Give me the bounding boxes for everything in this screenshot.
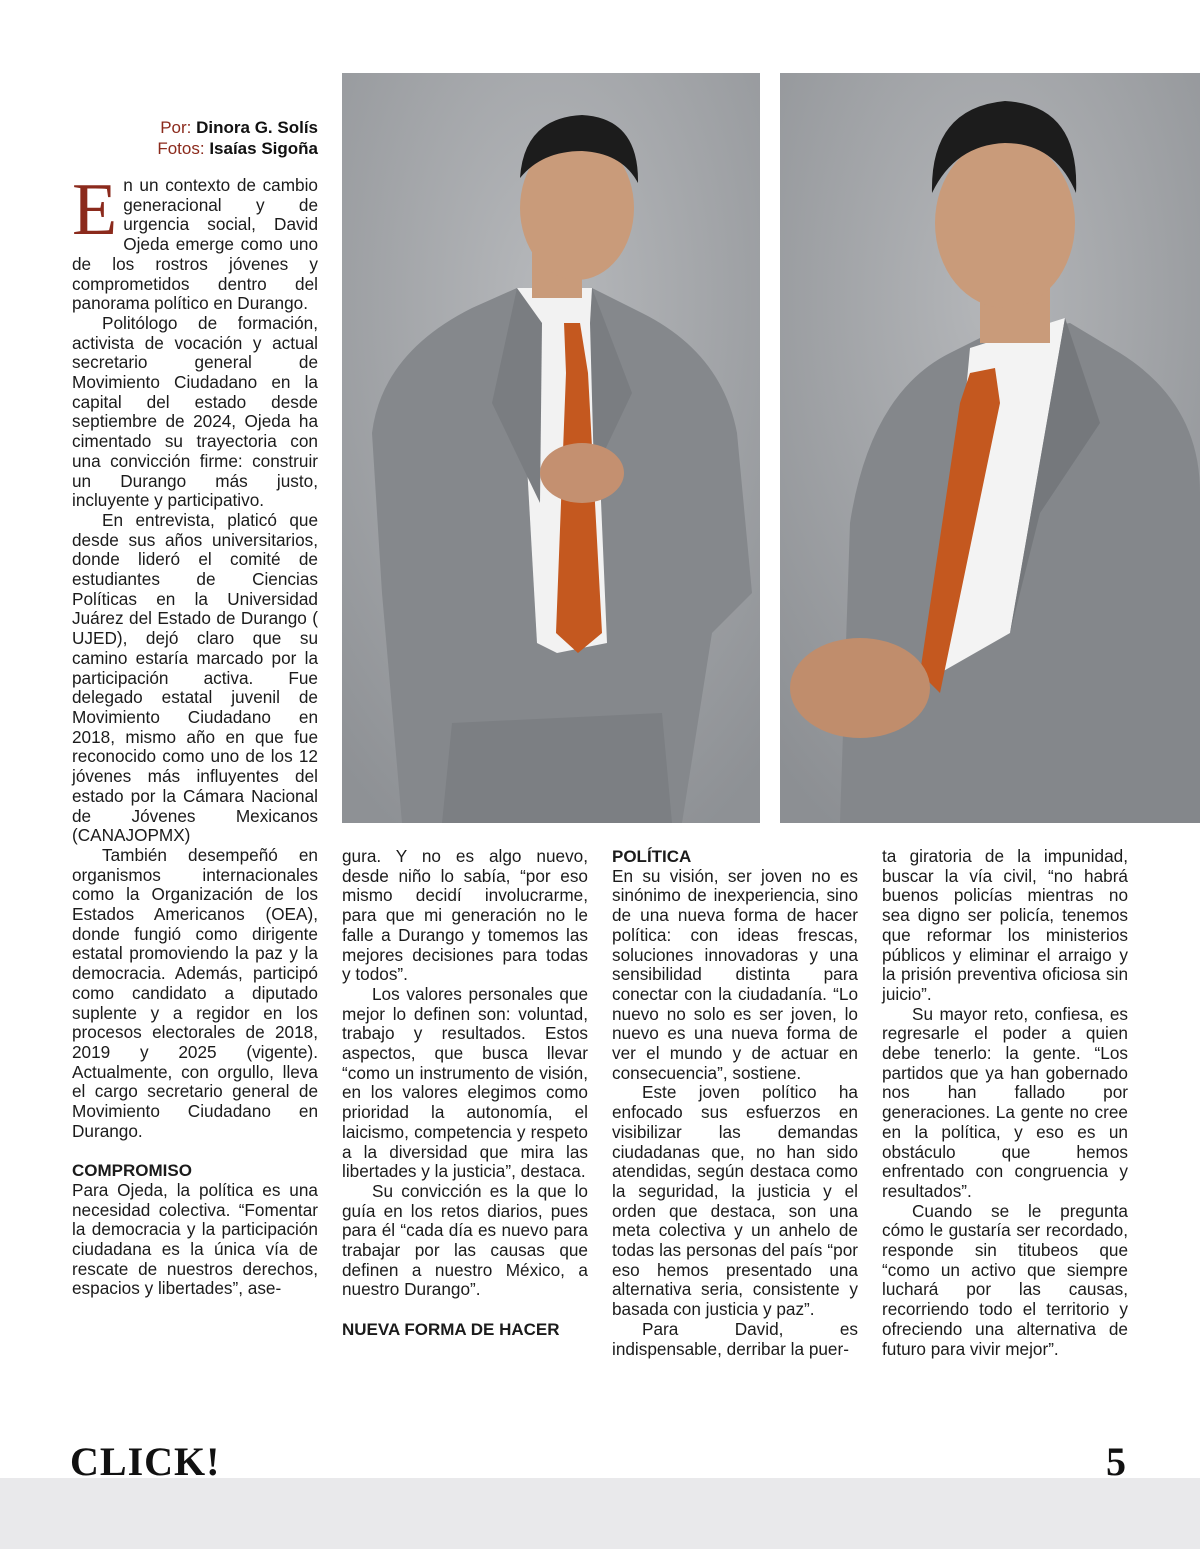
section-heading-nueva-forma: NUEVA FORMA DE HACER [342,1319,560,1339]
magazine-logo: CLICK! [70,1439,221,1484]
paragraph: Su mayor reto, confiesa, es regresarle el poder a quien debe tenerlo: la gente. “Los partidos que ya han gobernado nos han fallado por generaciones. La gente no cree en la política, y eso es un obstáculo que hemos enfrentado con congruencia y resultados”. [882,1003,1128,1201]
paragraph: Este joven político ha enfocado sus esfuerzos en visibilizar las demandas ciudadanas que, no han sido atendidas, según destaca como la seguridad, la justicia y el orden que destaca, son una meta colectiva y un anhelo de todas las personas del país “por eso hemos presentado una alternativa seria, consistente y basada con justicia y paz”. [612,1082,858,1320]
portrait-photo-left [342,73,760,823]
byline [157,117,318,159]
photographer-name: Isaías Sigoña [209,139,318,158]
paragraph: Su convicción es la que lo guía en los retos diarios, pues para él “cada día es nuevo para trabajar por las causas que definen a nuestro México, a nuestro Durango”. [342,1180,588,1300]
paragraph: En entrevista, platicó que desde sus años universitarios, donde lideró el comité de estudiantes de Ciencias Políticas en la Universidad Juárez del Estado de Durango ( UJED), dejó claro que su camino estaría marcado por la participación activa. Fue delegado estatal juvenil de Movimiento Ciudadano en 2018, mismo año en que fue reconocido como uno de los 12 jóvenes más influyentes del estado por la Cámara Nacional de Jóvenes Mexicanos (CANAJOPMX) [72,509,318,846]
article-column-4 [882,847,1128,1359]
article-column-3 [612,847,858,1359]
paragraph: También desempeñó en organismos internacionales como la Organización de los Estados Americanos (OEA), donde fungió como dirigente estatal promoviendo la paz y la democracia. Además, participó como candidato a diputado suplente y a regidor en los procesos electorales de 2018, 2019 y 2025 (vigente). Actualmente, con orgullo, lleva el cargo secretario general de Movimiento Ciudadano en Durango. [72,844,318,1141]
paragraph: Para David, es indispensable, derribar la puer- [612,1318,858,1359]
portrait-photo-right [780,73,1200,823]
lead-paragraph: En un contexto de cambio generacional y de urgencia social, David Ojeda emerge como uno de los rostros jóvenes y comprometidos dentro del panorama político en Durango. [72,169,318,314]
paragraph: gura. Y no es algo nuevo, desde niño lo sabía, “por eso mismo decidí involucrarme, para que mi generación no le falle a Durango y tomemos las mejores decisiones para todas y todos”. [342,846,588,985]
section-heading-politica: POLÍTICA [612,847,692,866]
paragraph: ta giratoria de la impunidad, buscar la vía civil, “no habrá buenos policías mientras no sea digno ser policía, tenemos que reformar los ministerios públicos y eliminar el arraigo y la prisión preventiva oficiosa sin juicio”. [882,846,1128,1004]
author-name: Dinora G. Solís [196,118,318,137]
article-column-2 [342,847,588,1340]
drop-cap: E [72,169,118,251]
paragraph: Politólogo de formación, activista de vocación y actual secretario general de Movimiento Ciudadano en la capital del estado desde septiembre de 2024, Ojeda ha cimentado su trayectoria con una convicción firme: construir un Durango más justo, incluyente y participativo. [72,312,318,511]
page-number: 5 [1106,1439,1126,1484]
paragraph: Cuando se le pregunta cómo le gustaría ser recordado, responde sin titubeos que “como un activo que siempre luchará por las causas, recorriendo todo el territorio y ofreciendo una alternativa de futuro para vivir mejor”. [882,1200,1128,1359]
photos-label: Fotos: [157,139,205,158]
paragraph: En su visión, ser joven no es sinónimo de inexperiencia, sino de una nueva forma de hacer política: con ideas frescas, soluciones innovadoras y una sensibilidad distinta para conectar con la ciudadanía. “Lo nuevo no solo es ser joven, lo nuevo es una nueva forma de ver el mundo y de actuar en consecuencia”, sostiene. [612,865,858,1083]
article-column-1 [72,169,318,1299]
paragraph: Los valores personales que mejor lo definen son: voluntad, trabajo y resultados. Estos aspectos, que busca llevar “como un instrumento de visión, en los valores elegimos como prioridad la autonomía, el laicismo, competencia y respeto a la diversidad que mira las libertades y la justicia”, destaca. [342,983,588,1182]
section-heading-compromiso: COMPROMISO [72,1161,192,1181]
paragraph: Para Ojeda, la política es una necesidad colectiva. “Fomentar la democracia y la participación ciudadana es la única vía de rescate de nuestros derechos, espacios y libertades”, ase- [72,1179,318,1299]
by-label: Por: [160,118,192,137]
